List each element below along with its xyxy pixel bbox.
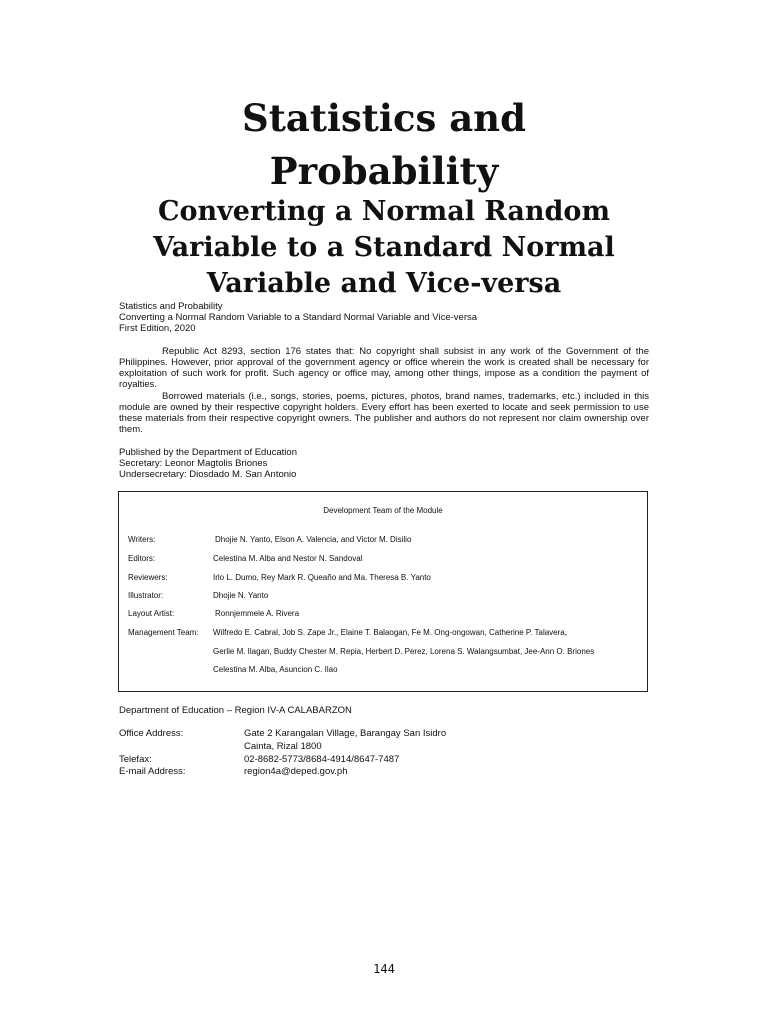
page-title: Statistics and Probability [242, 96, 526, 193]
meta-line: Statistics and Probability [119, 301, 223, 312]
meta-line: First Edition, 2020 [119, 323, 196, 334]
email-label: E-mail Address: [119, 766, 186, 777]
team-names: Ronnjemmele A. Rivera [215, 609, 300, 618]
team-names: Celestina M. Alba and Nestor N. Sandoval [213, 554, 363, 563]
team-names: Wilfredo E. Cabral, Job S. Zape Jr., Elaine T. Balaogan, Fe M. Ong-ongowan, Catherine P. Talavera, [213, 628, 567, 637]
team-names: Dhojie N. Yanto [213, 591, 269, 600]
office-address-value: Cainta, Rizal 1800 [244, 741, 322, 752]
team-role: Layout Artist: [128, 609, 175, 618]
module-subtitle: Converting a Normal Random Variable to a Standard Normal Variable and Vice-versa [153, 196, 615, 299]
office-address-value: Gate 2 Karangalan Village, Barangay San Isidro [244, 728, 447, 739]
copyright-paragraph [119, 346, 649, 390]
team-names: Gerlie M. Ilagan, Buddy Chester M. Repia, Herbert D. Perez, Lorena S. Walangsumbat, Jee-Ann O. Briones [213, 647, 595, 656]
module-info [119, 301, 659, 334]
team-heading: Development Team of the Module [323, 506, 443, 515]
region-name: Department of Education – Region IV-A CALABARZON [119, 705, 352, 716]
team-role: Writers: [128, 535, 156, 544]
page-number: 144 [373, 962, 395, 976]
secretary-line: Secretary: Leonor Magtolis Briones [119, 458, 268, 469]
team-role: Editors: [128, 554, 156, 563]
borrowed-materials-text: Borrowed materials (i.e., songs, stories, poems, pictures, photos, brand names, trademarks, etc.) included in this module are owned by their respective copyright holders. Every effort has been exerted to locate and seek permission to use these materials from their respective copyright owners. The publisher and authors do not represent nor claim ownership over them. [119, 391, 649, 435]
team-names: Celestina M. Alba, Asuncion C. Ilao [213, 665, 338, 674]
development-team-box [118, 491, 648, 692]
meta-line: Converting a Normal Random Variable to a Standard Normal Variable and Vice-versa [119, 312, 478, 323]
team-role: Management Team: [128, 628, 199, 637]
copyright-text: Republic Act 8293, section 176 states that: No copyright shall subsist in any work of the Government of the Philippines. However, prior approval of the government agency or office wherein the work is created shall be necessary for exploitation of such work for profit. Such agency or office may, among other things, impose as a condition the payment of royalties. [119, 346, 649, 390]
team-names: Dhojie N. Yanto, Elson A. Valencia, and Victor M. Disilio [215, 535, 412, 544]
telefax-value: 02-8682-5773/8684-4914/8647-7487 [244, 754, 400, 765]
team-role: Reviewers: [128, 573, 168, 582]
borrowed-materials-paragraph [119, 391, 649, 435]
team-role: Illustrator: [128, 591, 164, 600]
email-value: region4a@deped.gov.ph [244, 766, 348, 777]
publisher-line: Published by the Department of Education [119, 447, 297, 458]
undersecretary-line: Undersecretary: Diosdado M. San Antonio [119, 469, 297, 480]
publisher-info [119, 447, 659, 480]
team-names: Irlo L. Dumo, Rey Mark R. Queaño and Ma. Theresa B. Yanto [213, 573, 431, 582]
telefax-label: Telefax: [119, 754, 152, 765]
office-address-label: Office Address: [119, 728, 184, 739]
